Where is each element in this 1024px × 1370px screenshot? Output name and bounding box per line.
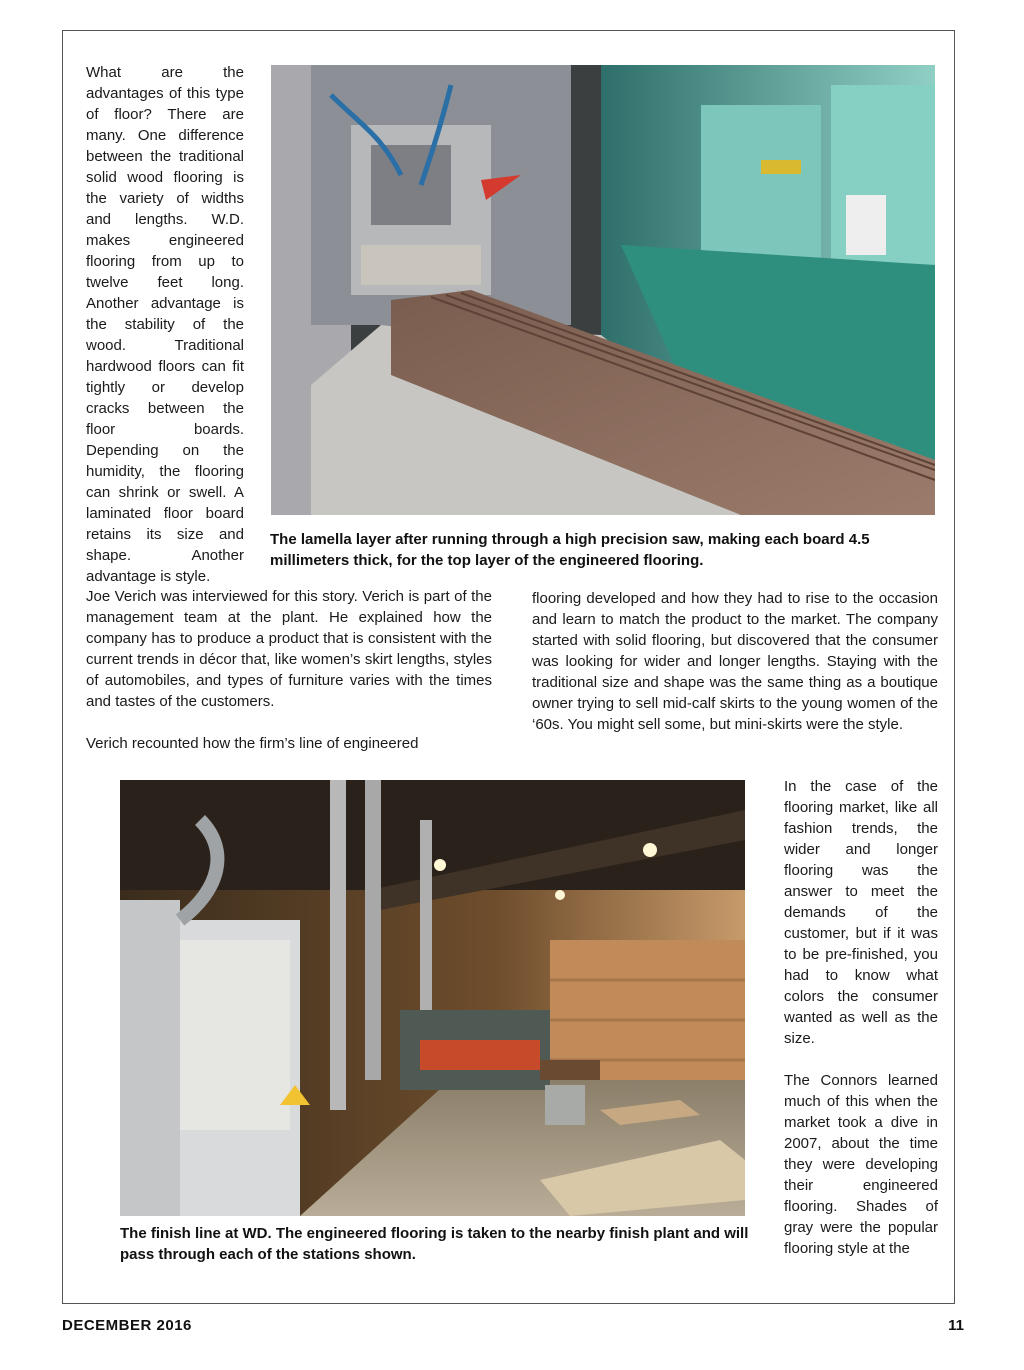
intro-paragraph: What are the advantages of this type of floor? There are many. One difference between the traditional solid wood flooring is the variety of widths and lengths. W.D. makes engineered flooring from up to twelve feet long. Another advantage is the stability of the wood. Traditional hardwood floors can fit tightly or develop cracks between the floor boards. Depending on the humidity, the flooring can shrink or swell. A laminated floor board retains its size and shape. Another advantage is style.: [86, 64, 244, 585]
recounted-paragraph: Verich recounted how the firm’s line of engineered: [86, 735, 419, 752]
issue-date: DECEMBER 2016: [62, 1317, 192, 1334]
lamella-photo-caption: The lamella layer after running through a high precision saw, making each board 4.5 millimeters thick, for the top layer of the engineered flooring.: [270, 531, 870, 569]
bottom-right-column: [784, 776, 938, 1259]
intro-column: [86, 62, 244, 587]
finish-line-photo: [120, 780, 745, 1216]
connors-paragraph: The Connors learned much of this when the market took a dive in 2007, about the time they were developing their engineered flooring. Shades of gray were the popular flooring style at the: [784, 1072, 938, 1257]
middle-right-column: [532, 588, 938, 735]
finish-line-photo-caption: The finish line at WD. The engineered flooring is taken to the nearby finish plant and will pass through each of the stations shown.: [120, 1225, 749, 1263]
flooring-developed-paragraph: flooring developed and how they had to rise to the occasion and learn to match the product to the market. The company started with solid flooring, but discovered that the consumer was looking for wider and longer lengths. Staying with the traditional size and shape was the same thing as a boutique owner trying to sell mid-calf skirts to the young women of the ‘60s. You might sell some, but mini-skirts were the style.: [532, 590, 938, 733]
middle-left-column: [86, 586, 492, 754]
fashion-trends-paragraph: In the case of the flooring market, like all fashion trends, the wider and longer flooring was the answer to meet the demands of the customer, but if it was to be pre-finished, you had to know what colors the consumer wanted as well as the size.: [784, 778, 938, 1047]
lamella-saw-photo: [271, 65, 935, 515]
verich-paragraph: Joe Verich was interviewed for this story. Verich is part of the management team at the plant. He explained how the company has to produce a product that is consistent with the current trends in décor that, like women’s skirt lengths, styles of automobiles, and types of furniture varies with the times and tastes of the customers.: [86, 588, 492, 710]
page-number: 11: [948, 1317, 964, 1334]
